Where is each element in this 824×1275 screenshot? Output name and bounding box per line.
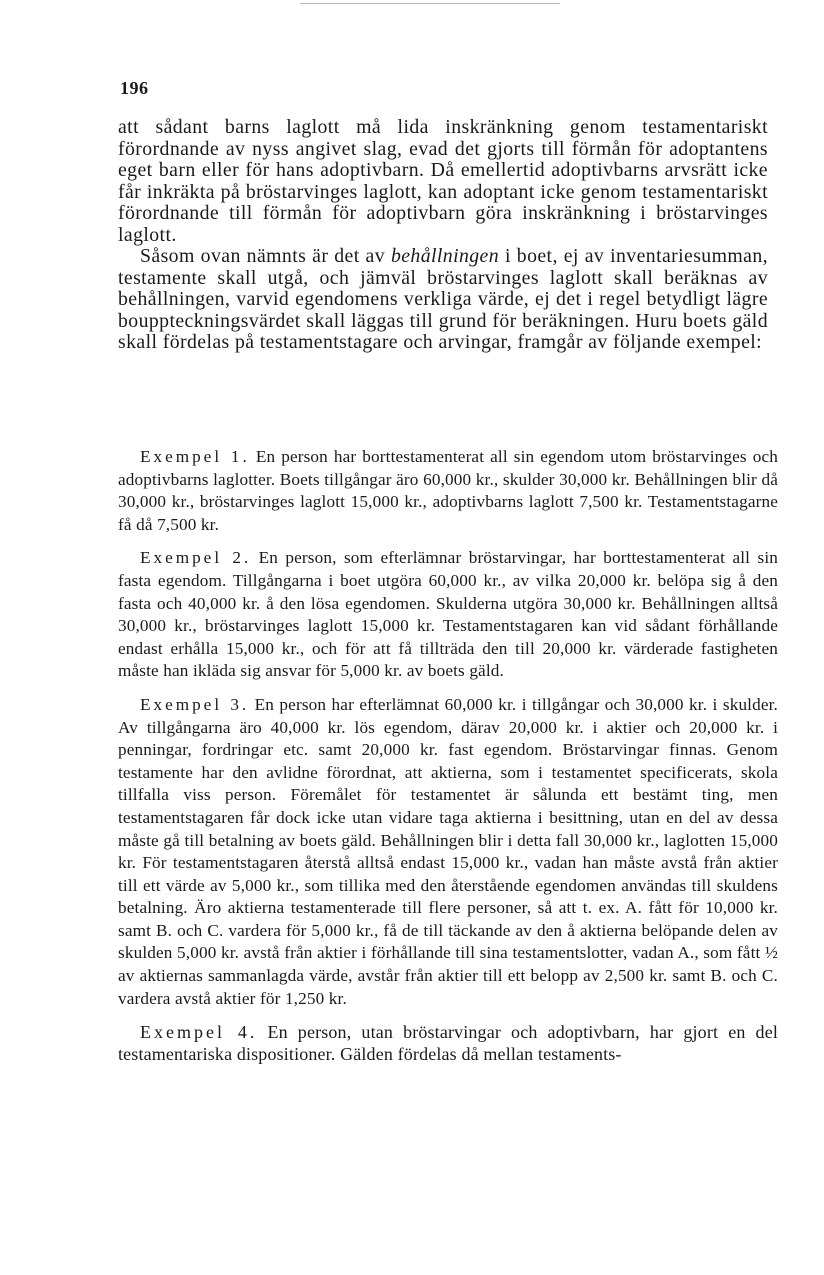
paragraph-2-rest: i boet, ej av inventariesumman, testamente skall utgå, och jämväl bröstarvinges laglott skall beräknas av behållningen, varvid egendomens verkliga värde, ej det i regel betydligt lägre bouppteckningsvärdet skall läggas till grund för beräkningen. Huru boets gäld skall fördelas på testamentstagare och arvingar, framgår av följande exempel:: [118, 245, 768, 353]
example-2-text: En person, som efterlämnar bröstarvingar, har borttestamenterat all sin fasta egendom. Tillgångarna i boet utgöra 60,000 kr., av vilka 20,000 kr. belöpa sig å den fasta och 40,000 kr. å den lösa egendomen. Skulderna utgöra 30,000 kr. Behållningen alltså 30,000 kr., bröstarvinges laglott 15,000 kr. Testamentstagaren kan vid sådant förhållande endast erhålla 15,000 kr., och för att få tillträda den till 20,000 kr. värderade fastigheten måste han ikläda sig ansvar för 5,000 kr. av boets gäld.: [118, 548, 779, 681]
example-4: [118, 1021, 778, 1065]
example-3-label: Exempel 3.: [140, 694, 250, 714]
example-1: [118, 446, 778, 536]
example-1-label: Exempel 1.: [140, 447, 250, 466]
main-text: [118, 117, 768, 354]
example-2-label: Exempel 2.: [140, 548, 252, 568]
emphasis-behallningen: behållningen: [390, 245, 500, 267]
examples-section: [118, 446, 778, 1076]
example-3-text: En person har efterlämnat 60,000 kr. i tillgångar och 30,000 kr. i skulder. Av tillgångarna äro 40,000 kr. lös egendom, därav 20,000 kr. i aktier och 20,000 kr. i penningar, fordringar etc. samt 20,000 kr. fast egendom. Bröstarvingar finnas. Genom testamente har den avlidne förordnat, att aktierna, som i testamentet specificerats, skola tillfalla viss person. Föremålet för testamentet är sålunda ett bestämt ting, men testamentstagaren får dock icke utan vidare taga aktierna i besittning, utan en del av dessa måste gå till betalning av boets gäld. Behållningen blir i detta fall 30,000 kr., laglotten 15,000 kr. För testamentstagaren återstå alltså endast 15,000 kr., vadan han måste avstå från aktier till ett värde av 5,000 kr., som tillika med den återstående egendomen användas till skuldens betalning. Äro aktierna testamenterade till flere personer, så att t. ex. A. fått för 10,000 kr. samt B. och C. vardera för 5,000 kr., få de till täckande av den å aktierna belöpande delen av skulden 5,000 kr. avstå från aktier i förhållande till sina testamentslotter, vadan A., som fått ½ av aktiernas sammanlagda värde, avstår från aktier till ett belopp av 2,500 kr. samt B. och C. vardera avstå aktier för 1,250 kr.: [118, 694, 779, 1008]
example-3: [118, 694, 778, 1010]
example-4-text: En person, utan bröstarvingar och adoptivbarn, har gjort en del testamentariska dispositioner. Gälden fördelas då mellan testaments-: [118, 1022, 778, 1065]
top-rule: [300, 3, 560, 4]
page-number: 196: [120, 78, 149, 98]
paragraph-2: [118, 246, 768, 354]
paragraph-1: att sådant barns laglott må lida inskränkning genom testamentariskt förordnande av nyss angivet slag, evad det gjorts till förmån för adoptantens eget barn eller för hans adoptivbarn. Då emellertid adoptivbarns arvsrätt icke får inkräkta på bröstarvinges laglott, kan adoptant icke genom testamentariskt förordnande till förmån för adoptivbarn göra inskränkning i bröstarvinges laglott.: [118, 116, 768, 246]
paragraph-2-start: Såsom ovan nämnts är det av: [140, 245, 391, 267]
example-2: [118, 547, 778, 683]
example-1-text: En person har borttestamenterat all sin egendom utom bröstarvinges och adoptivbarns laglotter. Boets tillgångar äro 60,000 kr., skulder 30,000 kr. Behållningen blir då 30,000 kr., bröstarvinges laglott 15,000 kr., adoptivbarns laglott 7,500 kr. Testamentstagarne få då 7,500 kr.: [118, 447, 778, 534]
example-4-label: Exempel 4.: [140, 1022, 258, 1043]
